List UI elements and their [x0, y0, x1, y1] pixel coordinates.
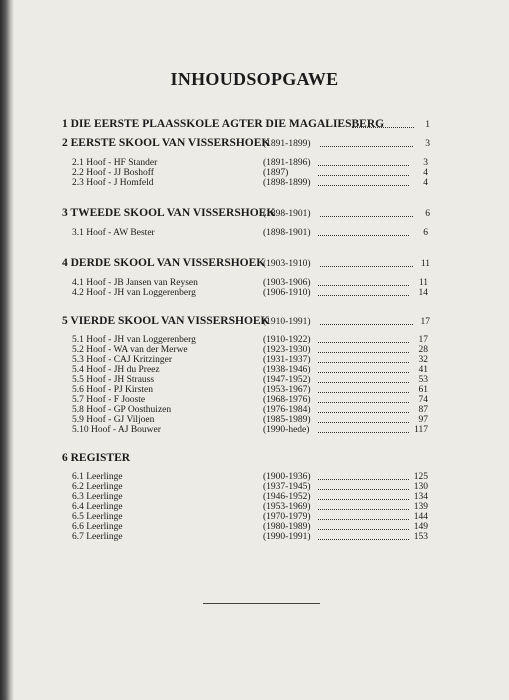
- entry-page-number: 6: [425, 209, 430, 219]
- entry-page-number: 17: [418, 335, 428, 345]
- entry-title: 6.1 Leerlinge: [72, 472, 123, 482]
- entry-page-number: 134: [413, 492, 428, 502]
- entry-years: (1946-1952): [263, 492, 311, 502]
- entry-page-number: 149: [413, 522, 428, 532]
- entry-page-number: 41: [418, 365, 428, 375]
- entry-years: (1891-1899): [263, 139, 311, 149]
- entry-title: 5.10 Hoof - AJ Bouwer: [72, 425, 161, 435]
- entry-page-number: 61: [418, 385, 428, 395]
- entry-title: 5.7 Hoof - F Jooste: [72, 395, 146, 405]
- entry-years: (1953-1969): [263, 502, 311, 512]
- entry-years: (1910-1991): [263, 317, 311, 327]
- entry-page-number: 32: [418, 355, 428, 365]
- entry-years: (1903-1906): [263, 278, 311, 288]
- entry-years: (1891-1896): [263, 158, 311, 168]
- toc-entry-row: [0, 226, 509, 240]
- entry-years: (1898-1901): [263, 228, 311, 238]
- entry-years: (1970-1979): [263, 512, 311, 522]
- entry-years: (1938-1946): [263, 365, 311, 375]
- entry-title: 4.1 Hoof - JB Jansen van Reysen: [72, 278, 198, 288]
- entry-title: 5.9 Hoof - GJ Viljoen: [72, 415, 155, 425]
- entry-page-number: 3: [425, 139, 430, 149]
- entry-title: 5.8 Hoof - GP Oosthuizen: [72, 405, 172, 415]
- entry-years: (1898-1899): [263, 178, 311, 188]
- entry-title: 6.2 Leerlinge: [72, 482, 123, 492]
- entry-title: 6.5 Leerlinge: [72, 512, 123, 522]
- entry-years: (1923-1930): [263, 345, 311, 355]
- entry-years: (1898-1901): [263, 209, 311, 219]
- entry-page-number: 4: [423, 168, 428, 178]
- entry-page-number: 125: [413, 472, 428, 482]
- entry-page-number: 74: [418, 395, 428, 405]
- entry-title: 5.5 Hoof - JH Strauss: [72, 375, 155, 385]
- entry-page-number: 139: [413, 502, 428, 512]
- entry-years: (1985-1989): [263, 415, 311, 425]
- entry-title: 4.2 Hoof - JH van Loggerenberg: [72, 288, 196, 298]
- entry-page-number: 6: [423, 228, 428, 238]
- toc-heading-row: [0, 452, 509, 466]
- entry-title: 4 DERDE SKOOL VAN VISSERSHOEK: [62, 257, 266, 269]
- entry-years: (1937-1945): [263, 482, 311, 492]
- footer-rule: [203, 603, 320, 604]
- entry-title: 5 VIERDE SKOOL VAN VISSERSHOEK: [62, 315, 270, 327]
- entry-years: (1990-hede): [263, 425, 310, 435]
- entry-title: 6.6 Leerlinge: [72, 522, 123, 532]
- entry-title: 2.3 Hoof - J Homfeld: [72, 178, 154, 188]
- entry-years: (1976-1984): [263, 405, 311, 415]
- entry-page-number: 53: [418, 375, 428, 385]
- entry-title: 5.1 Hoof - JH van Loggerenberg: [72, 335, 196, 345]
- entry-page-number: 153: [413, 532, 428, 542]
- toc-heading-row: [0, 118, 509, 132]
- entry-page-number: 144: [413, 512, 428, 522]
- entry-years: (1910-1922): [263, 335, 311, 345]
- page-title: INHOUDSOPGAWE: [170, 69, 339, 89]
- entry-page-number: 4: [423, 178, 428, 188]
- entry-title: 2.2 Hoof - JJ Boshoff: [72, 168, 154, 178]
- entry-title: 6.3 Leerlinge: [72, 492, 123, 502]
- entry-page-number: 117: [414, 425, 428, 435]
- entry-years: (1897): [263, 168, 289, 178]
- entry-years: (1900-1936): [263, 472, 311, 482]
- entry-page-number: 3: [423, 158, 428, 168]
- toc-heading-row: [0, 257, 509, 271]
- entry-page-number: 17: [420, 317, 430, 327]
- entry-page-number: 14: [418, 288, 428, 298]
- entry-years: (1953-1967): [263, 385, 311, 395]
- entry-title: 5.3 Hoof - CAJ Kritzinger: [72, 355, 172, 365]
- entry-title: 3 TWEEDE SKOOL VAN VISSERSHOEK: [62, 207, 276, 219]
- entry-title: 5.4 Hoof - JH du Preez: [72, 365, 160, 375]
- entry-title: 1 DIE EERSTE PLAASSKOLE AGTER DIE MAGALIESBERG: [62, 118, 385, 130]
- entry-years: (1990-1991): [263, 532, 311, 542]
- toc-entry-row: [0, 286, 509, 300]
- toc-entry-row: [0, 176, 509, 190]
- entry-page-number: 97: [418, 415, 428, 425]
- entry-years: (1980-1989): [263, 522, 311, 532]
- entry-page-number: 11: [420, 259, 430, 269]
- entry-page-number: 1: [425, 120, 430, 130]
- toc-entry-row: [0, 423, 509, 437]
- entry-years: (1931-1937): [263, 355, 311, 365]
- toc-heading-row: [0, 137, 509, 151]
- entry-title: 6 REGISTER: [62, 452, 131, 464]
- entry-title: 5.6 Hoof - PJ Kirsten: [72, 385, 154, 395]
- entry-title: 2 EERSTE SKOOL VAN VISSERSHOEK: [62, 137, 271, 149]
- entry-title: 3.1 Hoof - AW Bester: [72, 228, 155, 238]
- entry-title: 2.1 Hoof - HF Stander: [72, 158, 158, 168]
- entry-page-number: 28: [418, 345, 428, 355]
- toc-entry-row: [0, 530, 509, 544]
- entry-page-number: 87: [418, 405, 428, 415]
- entry-years: (1903-1910): [263, 259, 311, 269]
- toc-heading-row: [0, 315, 509, 329]
- entry-page-number: 11: [418, 278, 428, 288]
- entry-title: 5.2 Hoof - WA van der Merwe: [72, 345, 188, 355]
- entry-years: (1968-1976): [263, 395, 311, 405]
- entry-years: (1906-1910): [263, 288, 311, 298]
- entry-title: 6.4 Leerlinge: [72, 502, 123, 512]
- toc-heading-row: [0, 207, 509, 221]
- entry-title: 6.7 Leerlinge: [72, 532, 123, 542]
- entry-page-number: 130: [413, 482, 428, 492]
- entry-years: (1947-1952): [263, 375, 311, 385]
